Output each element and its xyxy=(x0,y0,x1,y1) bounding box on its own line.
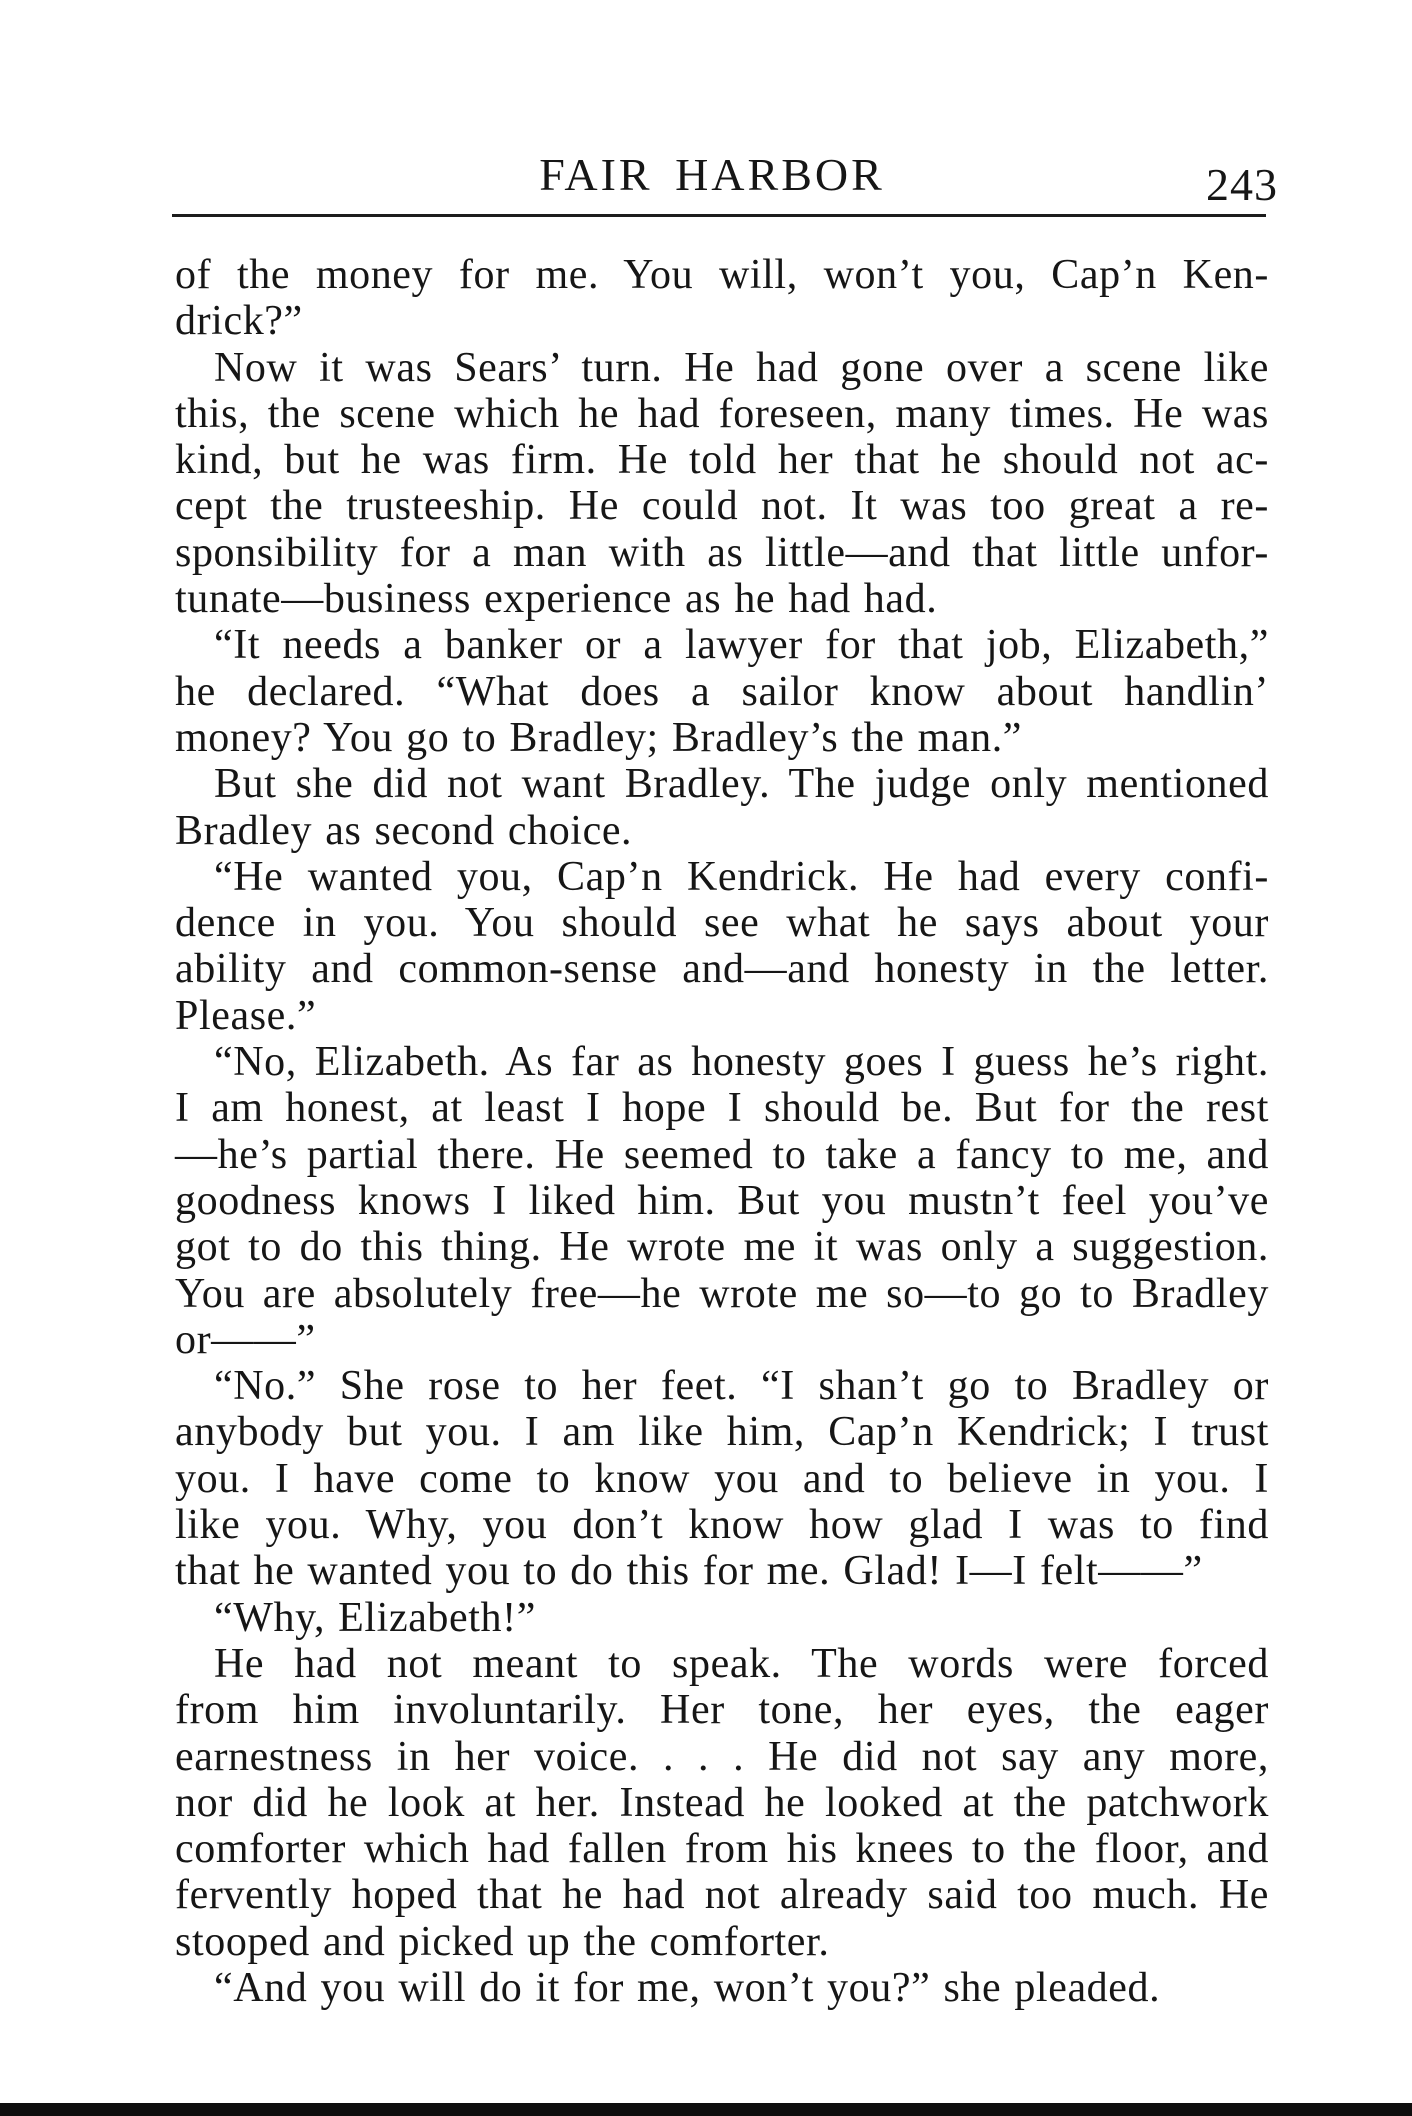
text-line: “Why, Elizabeth!” xyxy=(214,1594,536,1641)
text-line: he declared. “What does a sailor know about handlin’ xyxy=(175,668,1269,715)
text-line: I am honest, at least I hope I should be. But for the rest xyxy=(175,1085,1269,1132)
text-line: “No, Elizabeth. As far as honesty goes I guess he’s right. xyxy=(214,1039,1269,1086)
text-line: this, the scene which he had foreseen, many times. He was xyxy=(175,390,1269,437)
text-line: that he wanted you to do this for me. Glad! I—I felt——” xyxy=(175,1548,1203,1595)
text-line: nor did he look at her. Instead he looked at the patchwork xyxy=(175,1779,1269,1826)
paragraph xyxy=(175,1595,1269,1641)
paragraph xyxy=(175,761,1269,854)
text-line: ability and common-sense and—and honesty in the letter. xyxy=(175,946,1269,993)
paragraph xyxy=(175,1965,1269,2011)
text-line: like you. Why, you don’t know how glad I was to find xyxy=(175,1502,1269,1549)
text-line: goodness knows I liked him. But you mustn’t feel you’ve xyxy=(175,1177,1269,1224)
body-text xyxy=(175,252,1269,2011)
paragraph xyxy=(175,252,1269,345)
text-line: you. I have come to know you and to believe in you. I xyxy=(175,1455,1269,1502)
text-line: “No.” She rose to her feet. “I shan’t go to Bradley or xyxy=(214,1363,1269,1410)
paragraph xyxy=(175,1641,1269,1965)
text-line: fervently hoped that he had not already said too much. He xyxy=(175,1872,1269,1919)
text-line: kind, but he was firm. He told her that he should not ac- xyxy=(175,437,1269,484)
text-line: got to do this thing. He wrote me it was only a suggestion. xyxy=(175,1224,1269,1271)
text-line: Now it was Sears’ turn. He had gone over a scene like xyxy=(214,344,1269,391)
text-line: from him involuntarily. Her tone, her eyes, the eager xyxy=(175,1687,1269,1734)
text-line: cept the trusteeship. He could not. It was too great a re- xyxy=(175,483,1269,530)
scan-edge xyxy=(0,2103,1412,2116)
header-rule xyxy=(172,214,1266,217)
text-line: “He wanted you, Cap’n Kendrick. He had every confi- xyxy=(214,853,1269,900)
text-line: “It needs a banker or a lawyer for that job, Elizabeth,” xyxy=(214,622,1269,669)
page-number: 243 xyxy=(1206,159,1278,210)
paragraph xyxy=(175,345,1269,623)
text-line: of the money for me. You will, won’t you, Cap’n Ken- xyxy=(175,252,1269,298)
text-line: —he’s partial there. He seemed to take a fancy to me, and xyxy=(175,1131,1269,1178)
text-line: money? You go to Bradley; Bradley’s the man.” xyxy=(175,714,1023,761)
text-line: earnestness in her voice. . . . He did not say any more, xyxy=(175,1733,1269,1780)
paragraph xyxy=(175,854,1269,1039)
text-line: or——” xyxy=(175,1316,316,1363)
text-line: “And you will do it for me, won’t you?” she pleaded. xyxy=(214,1964,1161,2011)
text-line: comforter which had fallen from his knees to the floor, and xyxy=(175,1826,1269,1873)
text-line: sponsibility for a man with as little—and that little unfor- xyxy=(175,529,1269,576)
text-line: drick?” xyxy=(175,298,303,345)
running-title: FAIR HARBOR xyxy=(539,149,885,200)
text-line: He had not meant to speak. The words were forced xyxy=(214,1640,1269,1687)
text-line: You are absolutely free—he wrote me so—to go to Bradley xyxy=(175,1270,1269,1317)
paragraph xyxy=(175,1039,1269,1363)
text-line: Please.” xyxy=(175,992,317,1039)
text-line: stooped and picked up the comforter. xyxy=(175,1918,830,1965)
paragraph xyxy=(175,622,1269,761)
paragraph xyxy=(175,1363,1269,1594)
text-line: tunate—business experience as he had had. xyxy=(175,576,938,623)
text-line: Bradley as second choice. xyxy=(175,807,633,854)
text-line: anybody but you. I am like him, Cap’n Kendrick; I trust xyxy=(175,1409,1269,1456)
text-line: But she did not want Bradley. The judge only mentioned xyxy=(214,761,1269,808)
text-line: dence in you. You should see what he says about your xyxy=(175,900,1269,947)
